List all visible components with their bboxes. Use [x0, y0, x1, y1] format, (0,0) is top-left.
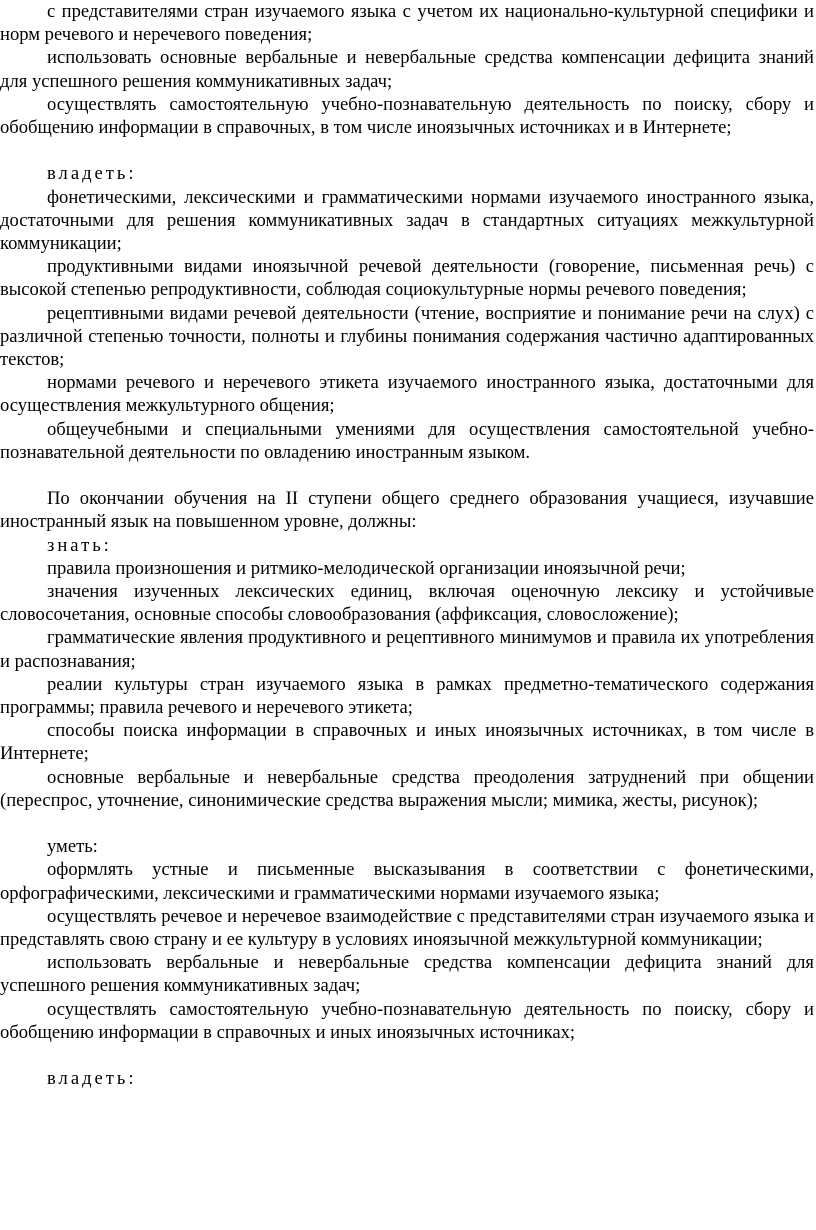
list-item: грамматические явления продуктивного и рецептивного минимумов и правила их употребления и распознавания; [0, 627, 814, 672]
list-item: оформлять устные и письменные высказывания в соответствии с фонетическими, орфографическими, лексическими и грамматическими нормами изучаемого языка; [0, 859, 814, 904]
section-heading-vladet-2: владеть: [47, 1068, 137, 1090]
list-item: способы поиска информации в справочных и иных иноязычных источниках, в том числе в Интернете; [0, 720, 814, 765]
list-item: рецептивными видами речевой деятельности (чтение, восприятие и понимание речи на слух) с различной степенью точности, полноты и глубины понимания содержания частично адаптированных текстов; [0, 302, 814, 371]
paragraph: с представителями стран изучаемого языка с учетом их национально-культурной специфики и норм речевого и неречевого поведения; [0, 1, 814, 46]
paragraph: осуществлять самостоятельную учебно-познавательную деятельность по поиску, сбору и обобщению информации в справочных, в том числе иноязычных источниках и в Интернете; [0, 93, 814, 139]
paragraph-intro: По окончании обучения на II ступени общего среднего образования учащиеся, изучавшие иностранный язык на повышенном уровне, должны: [0, 488, 814, 533]
blank-line [0, 812, 814, 835]
section-heading-umet: уметь: [47, 836, 98, 858]
list-item: реалии культуры стран изучаемого языка в рамках предметно-тематического содержания программы; правила речевого и неречевого этикета; [0, 673, 814, 719]
blank-line [0, 1044, 814, 1067]
list-item: осуществлять речевое и неречевое взаимодействие с представителями стран изучаемого языка и представлять свою страну и ее культуру в условиях иноязычной межкультурной коммуникации; [0, 905, 814, 951]
list-item: значения изученных лексических единиц, включая оценочную лексику и устойчивые словосочетания, основные способы словообразования (аффиксация, словосложение); [0, 581, 814, 626]
list-item: фонетическими, лексическими и грамматическими нормами изучаемого иностранного языка, достаточными для решения коммуникативных задач в стандартных ситуациях межкультурной коммуникации; [0, 186, 814, 255]
list-item: нормами речевого и неречевого этикета изучаемого иностранного языка, достаточными для осуществления межкультурного общения; [0, 372, 814, 417]
list-item: общеучебными и специальными умениями для осуществления самостоятельной учебно-познавательной деятельности по овладению иностранным языком. [0, 418, 814, 463]
blank-line [0, 464, 814, 487]
section-heading-vladet: владеть: [47, 163, 137, 185]
list-item: правила произношения и ритмико-мелодической организации иноязычной речи; [47, 557, 686, 579]
section-heading-znat: знать: [47, 534, 112, 556]
blank-line [0, 139, 814, 162]
list-item: основные вербальные и невербальные средства преодоления затруднений при общении (переспрос, уточнение, синонимические средства выражения мысли; мимика, жесты, рисунок); [0, 766, 814, 811]
paragraph: использовать основные вербальные и невербальные средства компенсации дефицита знаний для успешного решения коммуникативных задач; [0, 47, 814, 92]
list-item: продуктивными видами иноязычной речевой деятельности (говорение, письменная речь) с высокой степенью репродуктивности, соблюдая социокультурные нормы речевого поведения; [0, 256, 814, 301]
list-item: использовать вербальные и невербальные средства компенсации дефицита знаний для успешного решения коммуникативных задач; [0, 952, 814, 997]
list-item: осуществлять самостоятельную учебно-познавательную деятельность по поиску, сбору и обобщению информации в справочных и иных иноязычных источниках; [0, 998, 814, 1043]
